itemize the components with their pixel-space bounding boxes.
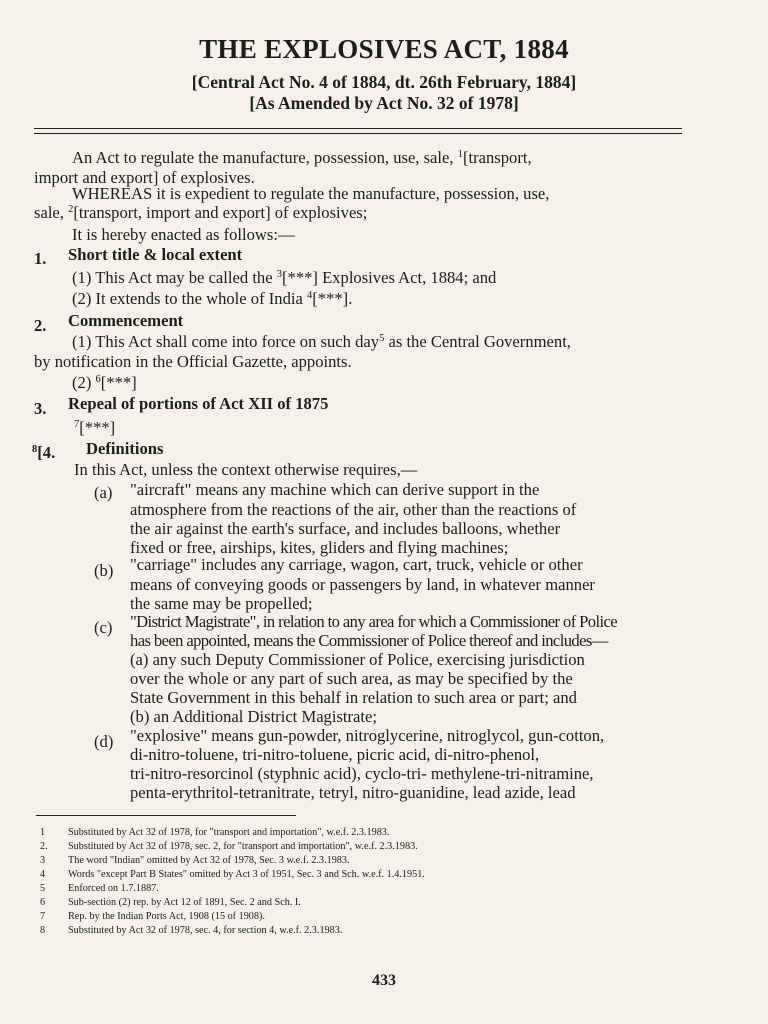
- definition-c-line: "District Magistrate", in relation to any area for which a Commissioner of Police: [130, 612, 618, 631]
- section-1-number: 1.: [34, 249, 47, 268]
- footnote-item: 3 The word "Indian" omitted by Act 32 of 1978, Sec. 3 w.e.f. 2.3.1983.: [40, 855, 350, 866]
- preamble-line-3: WHEREAS it is expedient to regulate the manufacture, possession, use,: [72, 184, 550, 203]
- definition-a-line: "aircraft" means any machine which can derive support in the: [130, 480, 540, 499]
- preamble-line-4: sale, $^2$[transport, import and export] of explosives;: [34, 203, 368, 222]
- section-3-heading: Repeal of portions of Act XII of 1875: [68, 394, 329, 413]
- definition-b-line: means of conveying goods or passengers by land, in whatever manner: [130, 575, 595, 594]
- act-subtitle-amended: [As Amended by Act No. 32 of 1978]: [249, 93, 519, 113]
- footnote-item: 1 Substituted by Act 32 of 1978, for "transport and importation", w.e.f. 2.3.1983.: [40, 827, 390, 838]
- footnote-item: 7 Rep. by the Indian Ports Act, 1908 (15 of 1908).: [40, 911, 265, 922]
- header-rule-bottom: [34, 133, 682, 134]
- section-4-intro: In this Act, unless the context otherwise requires,—: [74, 460, 418, 479]
- section-1-clause-2: (2) It extends to the whole of India $^4$[***].: [72, 289, 353, 308]
- definition-c-line: over the whole or any part of such area, as may be specified by the: [130, 669, 573, 688]
- act-title: THE EXPLOSIVES ACT, 1884: [199, 34, 569, 64]
- preamble-line-5: It is hereby enacted as follows:—: [72, 225, 295, 244]
- act-subtitle-central: [Central Act No. 4 of 1884, dt. 26th February, 1884]: [191, 72, 577, 92]
- footnote-item: 4 Words "except Part B States" omitted by Act 3 of 1951, Sec. 3 and Sch. w.e.f. 1.4.1951.: [40, 869, 425, 880]
- footnote-item: 2. Substituted by Act 32 of 1978, sec. 2, for "transport and importation", w.e.f. 2.3.1983.: [40, 841, 418, 852]
- footnote-ref-1: 1: [457, 149, 463, 160]
- definition-d-line: tri-nitro-resorcinol (styphnic acid), cyclo-tri- methylene-tri-nitramine,: [130, 764, 594, 783]
- definition-b-line: the same may be propelled;: [130, 594, 313, 613]
- definition-a-line: fixed or free, airships, kites, gliders and flying machines;: [130, 538, 509, 557]
- section-2-clause-2: (2) $^6$[***]: [72, 373, 137, 392]
- definition-d-line: penta-erythritol-tetranitrate, tetryl, nitro-guanidine, lead azide, lead: [130, 783, 576, 802]
- section-2-number: 2.: [34, 316, 47, 335]
- definition-a-line: atmosphere from the reactions of the air, other than the reactions of: [130, 500, 577, 519]
- footnote-ref-2: 2: [68, 204, 74, 215]
- footnote-divider: [36, 815, 296, 816]
- definition-c-line: State Government in this behalf in relation to such area or part; and: [130, 688, 577, 707]
- definition-c-label: (c): [94, 618, 113, 637]
- footnote-item: 8 Substituted by Act 32 of 1978, sec. 4, for section 4, w.e.f. 2.3.1983.: [40, 925, 343, 936]
- definition-c-line: has been appointed, means the Commissioner of Police thereof and includes—: [130, 631, 608, 650]
- definition-c-line: (a) any such Deputy Commissioner of Police, exercising jurisdiction: [130, 650, 585, 669]
- definition-c-line: (b) an Additional District Magistrate;: [130, 707, 378, 726]
- section-4-number: $^8$[4.: [32, 443, 56, 462]
- section-4-heading: Definitions: [86, 439, 164, 458]
- footnote-item: 5 Enforced on 1.7.1887.: [40, 883, 159, 894]
- definition-d-line: di-nitro-toluene, tri-nitro-toluene, picric acid, di-nitro-phenol,: [130, 745, 540, 764]
- definition-d-line: "explosive" means gun-powder, nitroglycerine, nitroglycol, gun-cotton,: [130, 726, 605, 745]
- section-2-heading: Commencement: [68, 311, 184, 330]
- definition-a-label: (a): [94, 483, 113, 502]
- section-1-heading: Short title & local extent: [68, 245, 243, 264]
- preamble-line-1: An Act to regulate the manufacture, possession, use, sale, $^1$[transport,: [72, 148, 532, 167]
- definition-b-label: (b): [94, 561, 114, 580]
- section-3-clause: $^7$[***]: [74, 418, 116, 437]
- section-2-clause-1-cont: by notification in the Official Gazette, appoints.: [34, 352, 352, 371]
- section-3-number: 3.: [34, 399, 47, 418]
- section-2-clause-1: (1) This Act shall come into force on such day$^5$ as the Central Government,: [72, 332, 571, 351]
- footnote-item: 6 Sub-section (2) rep. by Act 12 of 1891, Sec. 2 and Sch. I.: [40, 897, 301, 908]
- definition-b-line: "carriage" includes any carriage, wagon, cart, truck, vehicle or other: [130, 555, 583, 574]
- header-rule-top: [34, 128, 682, 129]
- definition-d-label: (d): [94, 732, 114, 751]
- preamble-line-2: import and export] of explosives.: [34, 168, 255, 187]
- section-1-clause-1: (1) This Act may be called the $^3$[***] Explosives Act, 1884; and: [72, 268, 497, 287]
- page-number: 433: [372, 972, 396, 989]
- definition-a-line: the air against the earth's surface, and includes balloons, whether: [130, 519, 561, 538]
